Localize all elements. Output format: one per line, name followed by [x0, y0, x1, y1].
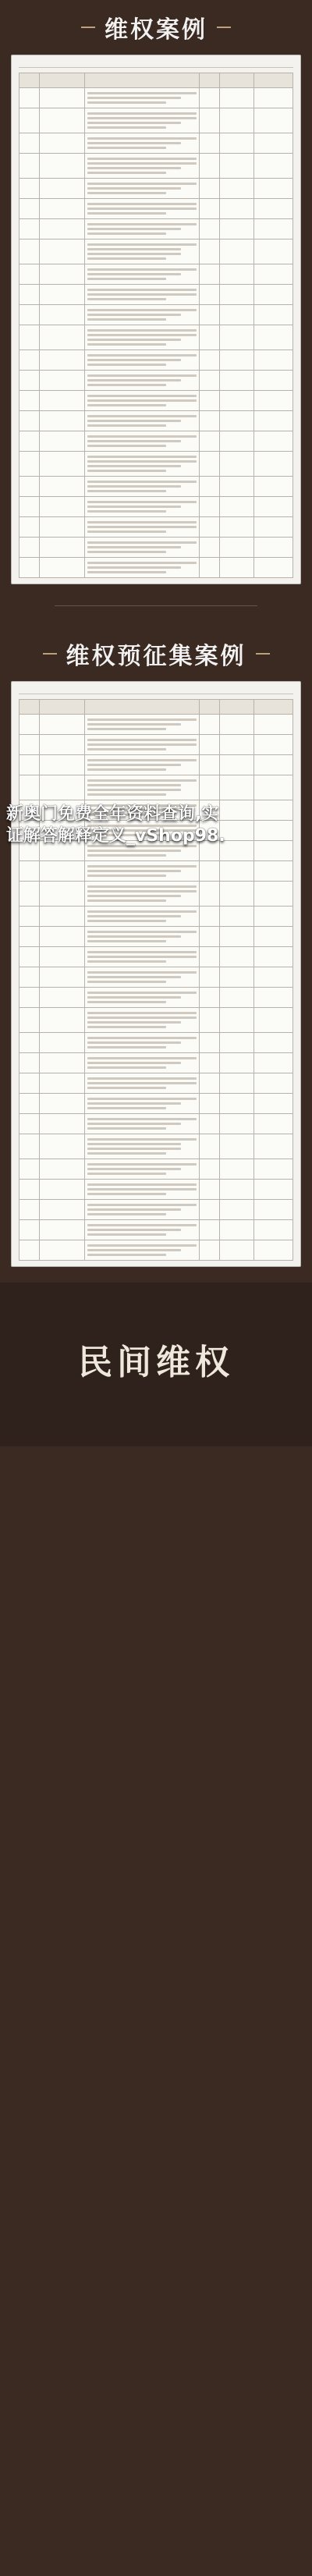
header-amount — [220, 700, 254, 715]
section-title-rights: 维权案例 — [105, 16, 207, 44]
table-row — [20, 1053, 293, 1073]
rights-panel — [11, 55, 301, 584]
table-row — [20, 1073, 293, 1094]
table-row — [20, 88, 293, 108]
table-row — [20, 240, 293, 264]
table-row — [20, 1134, 293, 1159]
table-row — [20, 927, 293, 947]
table-row — [20, 325, 293, 350]
header-brand — [40, 73, 85, 88]
table-row — [20, 371, 293, 391]
section-divider — [0, 584, 312, 626]
divider-rule — [55, 605, 257, 606]
header-qty — [200, 73, 220, 88]
table-row — [20, 431, 293, 452]
table-row — [20, 775, 293, 800]
table-row — [20, 264, 293, 285]
title-left-mark — [81, 27, 95, 28]
table-row — [20, 452, 293, 477]
table-row — [20, 133, 293, 154]
table-row — [20, 305, 293, 325]
table-row — [20, 907, 293, 927]
title-left-mark — [43, 653, 57, 655]
table-row — [20, 1240, 293, 1261]
title-right-mark — [217, 27, 231, 28]
table-row — [20, 1220, 293, 1240]
footer-logo: 民间维权 — [78, 1343, 234, 1382]
table-row — [20, 108, 293, 133]
table-row — [20, 497, 293, 517]
footer — [0, 1283, 312, 1446]
table-row — [20, 1200, 293, 1220]
table-row — [20, 1033, 293, 1053]
table-row — [20, 199, 293, 219]
table-row — [20, 967, 293, 988]
table-row — [20, 179, 293, 199]
table-row — [20, 1094, 293, 1114]
header-desc — [85, 700, 200, 715]
table-row — [20, 882, 293, 907]
overlay-caption — [6, 804, 306, 847]
table-row — [20, 154, 293, 179]
table-row — [20, 391, 293, 411]
title-right-mark — [256, 653, 270, 655]
table-row — [20, 219, 293, 240]
table-row — [20, 1114, 293, 1134]
header-no — [20, 700, 40, 715]
header-no — [20, 73, 40, 88]
overlay-line-2: 证解答解释定义_vShop98. — [6, 826, 225, 846]
table-row — [20, 538, 293, 558]
section-title-collect: 维权预征集案例 — [66, 643, 246, 670]
section-header-collect — [0, 626, 312, 681]
table-row — [20, 1159, 293, 1180]
table-row — [20, 988, 293, 1008]
collect-panel — [11, 681, 301, 1267]
table-row — [20, 735, 293, 755]
table-row — [20, 285, 293, 305]
table-row — [20, 558, 293, 578]
table-row — [20, 1180, 293, 1200]
table-row — [20, 517, 293, 538]
rights-table-header-row — [20, 73, 293, 88]
header-brand — [40, 700, 85, 715]
collect-table-body — [20, 715, 293, 1261]
table-row — [20, 350, 293, 371]
table-row — [20, 755, 293, 775]
table-row — [20, 861, 293, 882]
rights-notice — [19, 62, 293, 68]
rights-table — [19, 73, 293, 578]
collect-table — [19, 699, 293, 1261]
table-row — [20, 411, 293, 431]
table-row — [20, 715, 293, 735]
header-status — [254, 73, 293, 88]
collect-notice — [19, 689, 293, 694]
table-row — [20, 1008, 293, 1033]
overlay-line-1: 新奥门免费全年资料查询,实 — [6, 804, 219, 824]
rights-table-body — [20, 88, 293, 578]
header-status — [254, 700, 293, 715]
table-row — [20, 947, 293, 967]
header-amount — [220, 73, 254, 88]
collect-table-header-row — [20, 700, 293, 715]
section-header-rights — [0, 0, 312, 55]
header-desc — [85, 73, 200, 88]
header-qty — [200, 700, 220, 715]
table-row — [20, 477, 293, 497]
